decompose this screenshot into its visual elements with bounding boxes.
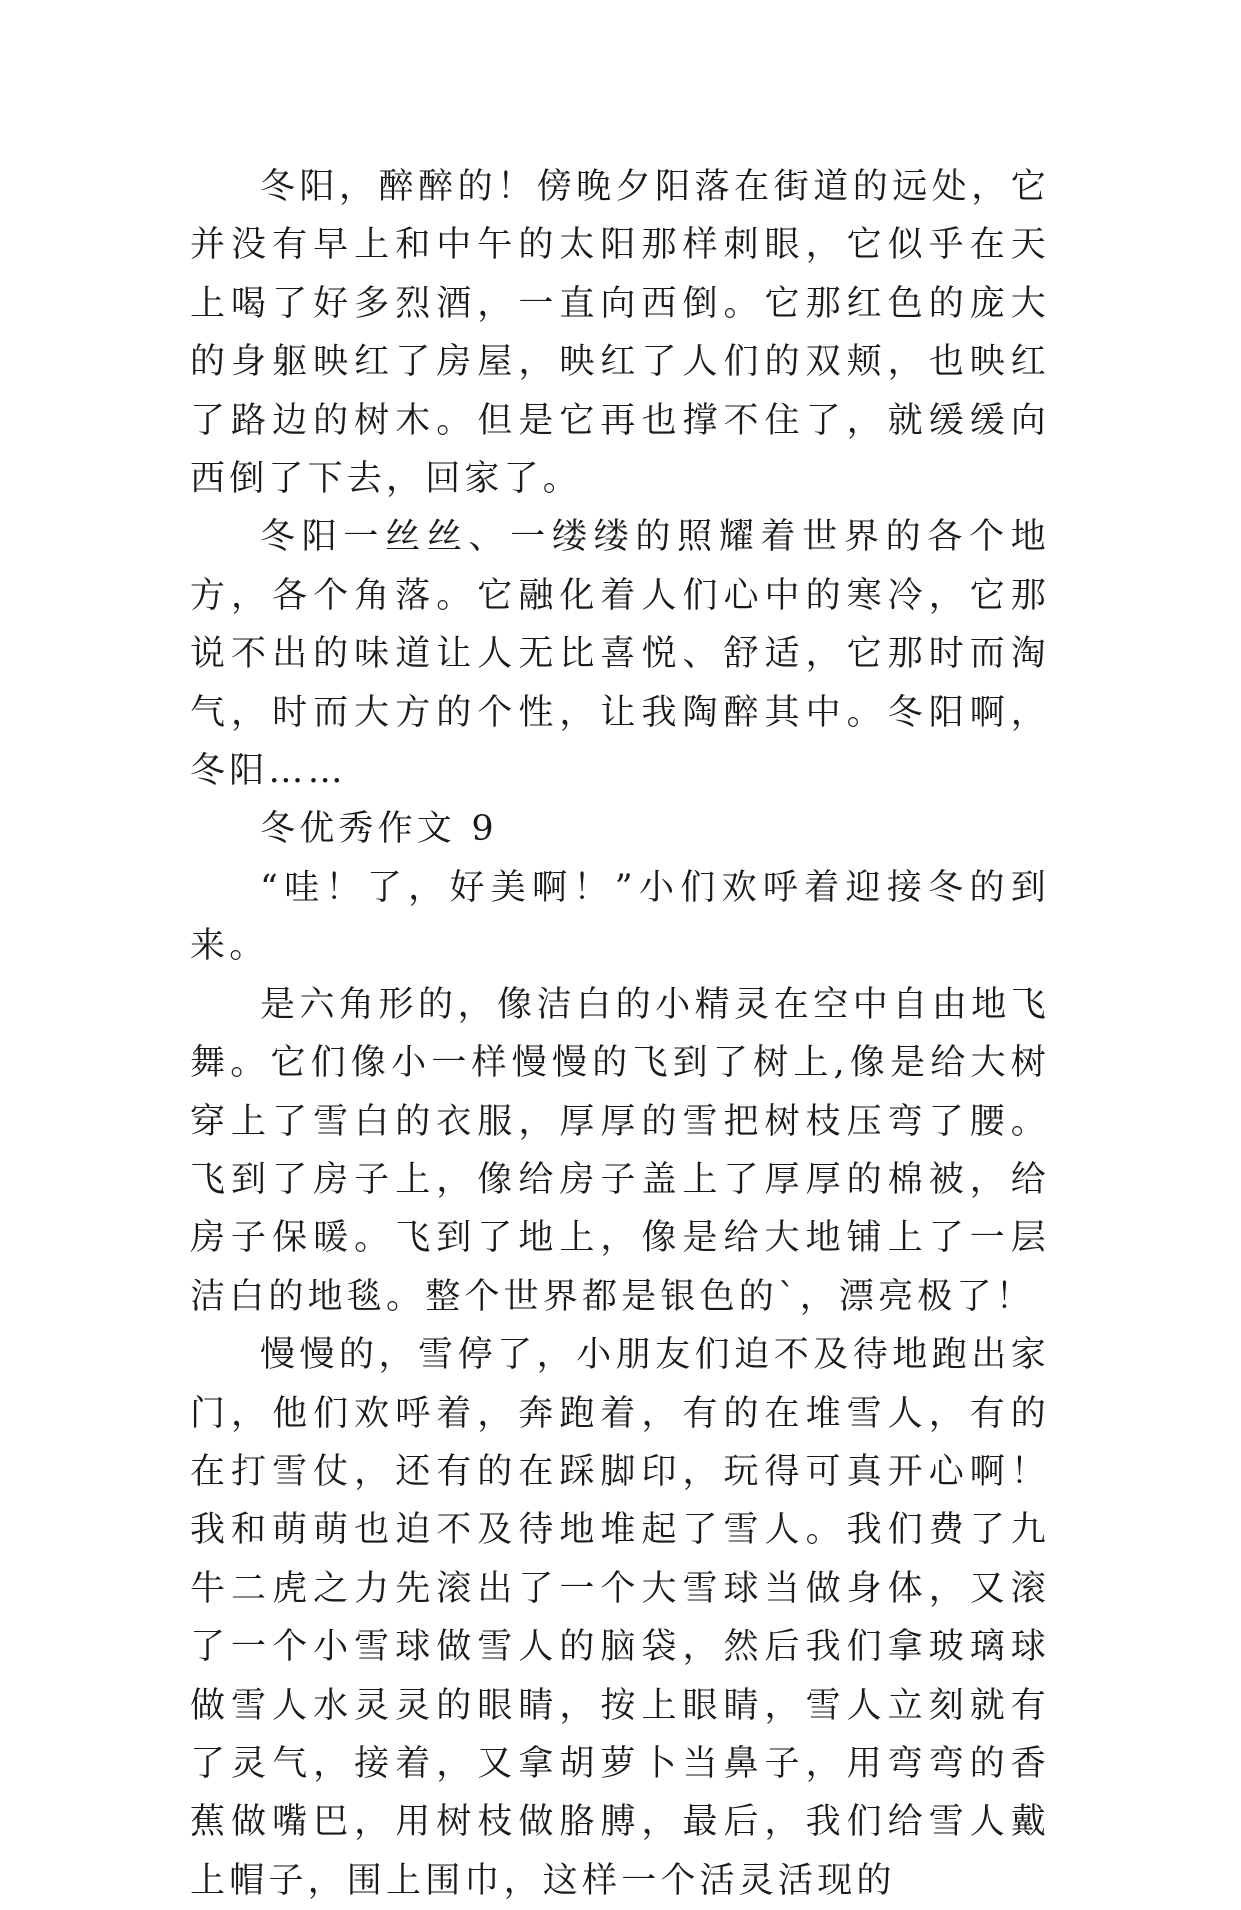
paragraph-snowman: 慢慢的，雪停了，小朋友们迫不及待地跑出家门，他们欢呼着，奔跑着，有的在堆雪人，有的在打雪仗，还有的在踩脚印，玩得可真开心啊！我和萌萌也迫不及待地堆起了雪人。我们费了九牛二虎之力先滚出了一个大雪球当做身体，又滚了一个小雪球做雪人的脑袋，然后我们拿玻璃球做雪人水灵灵的眼睛，按上眼睛，雪人立刻就有了灵气，接着，又拿胡萝卜当鼻子，用弯弯的香蕉做嘴巴，用树枝做胳膊，最后，我们给雪人戴上帽子，围上围巾，这样一个活灵活现的 xyxy=(190,1335,1050,1901)
paragraph-winter-sun-shining: 冬阳一丝丝、一缕缕的照耀着世界的各个地方，各个角落。它融化着人们心中的寒冷，它那说不出的味道让人无比喜悦、舒适，它那时而淘气，时而大方的个性，让我陶醉其中。冬阳啊，冬阳…… xyxy=(190,517,1050,792)
essay-title: 冬优秀作文 9 xyxy=(260,809,498,850)
paragraph-snowflakes: 是六角形的，像洁白的小精灵在空中自由地飞舞。它们像小一样慢慢的飞到了树上,像是给大树穿上了雪白的衣服，厚厚的雪把树枝压弯了腰。飞到了房子上，像给房子盖上了厚厚的棉被，给房子保暖。飞到了地上，像是给大地铺上了一层洁白的地毯。整个世界都是银色的`，漂亮极了！ xyxy=(190,984,1050,1317)
paragraph-winter-sun-evening: 冬阳，醉醉的！傍晚夕阳落在街道的远处，它并没有早上和中午的太阳那样刺眼，它似乎在天上喝了好多烈酒，一直向西倒。它那红色的庞大的身躯映红了房屋，映红了人们的双颊，也映红了路边的树木。但是它再也撑不住了，就缓缓向西倒了下去，回家了。 xyxy=(190,167,1050,500)
document-body xyxy=(190,158,1050,1910)
paragraph-snow-arrival: “哇！了，好美啊！”小们欢呼着迎接冬的到来。 xyxy=(190,867,1050,967)
